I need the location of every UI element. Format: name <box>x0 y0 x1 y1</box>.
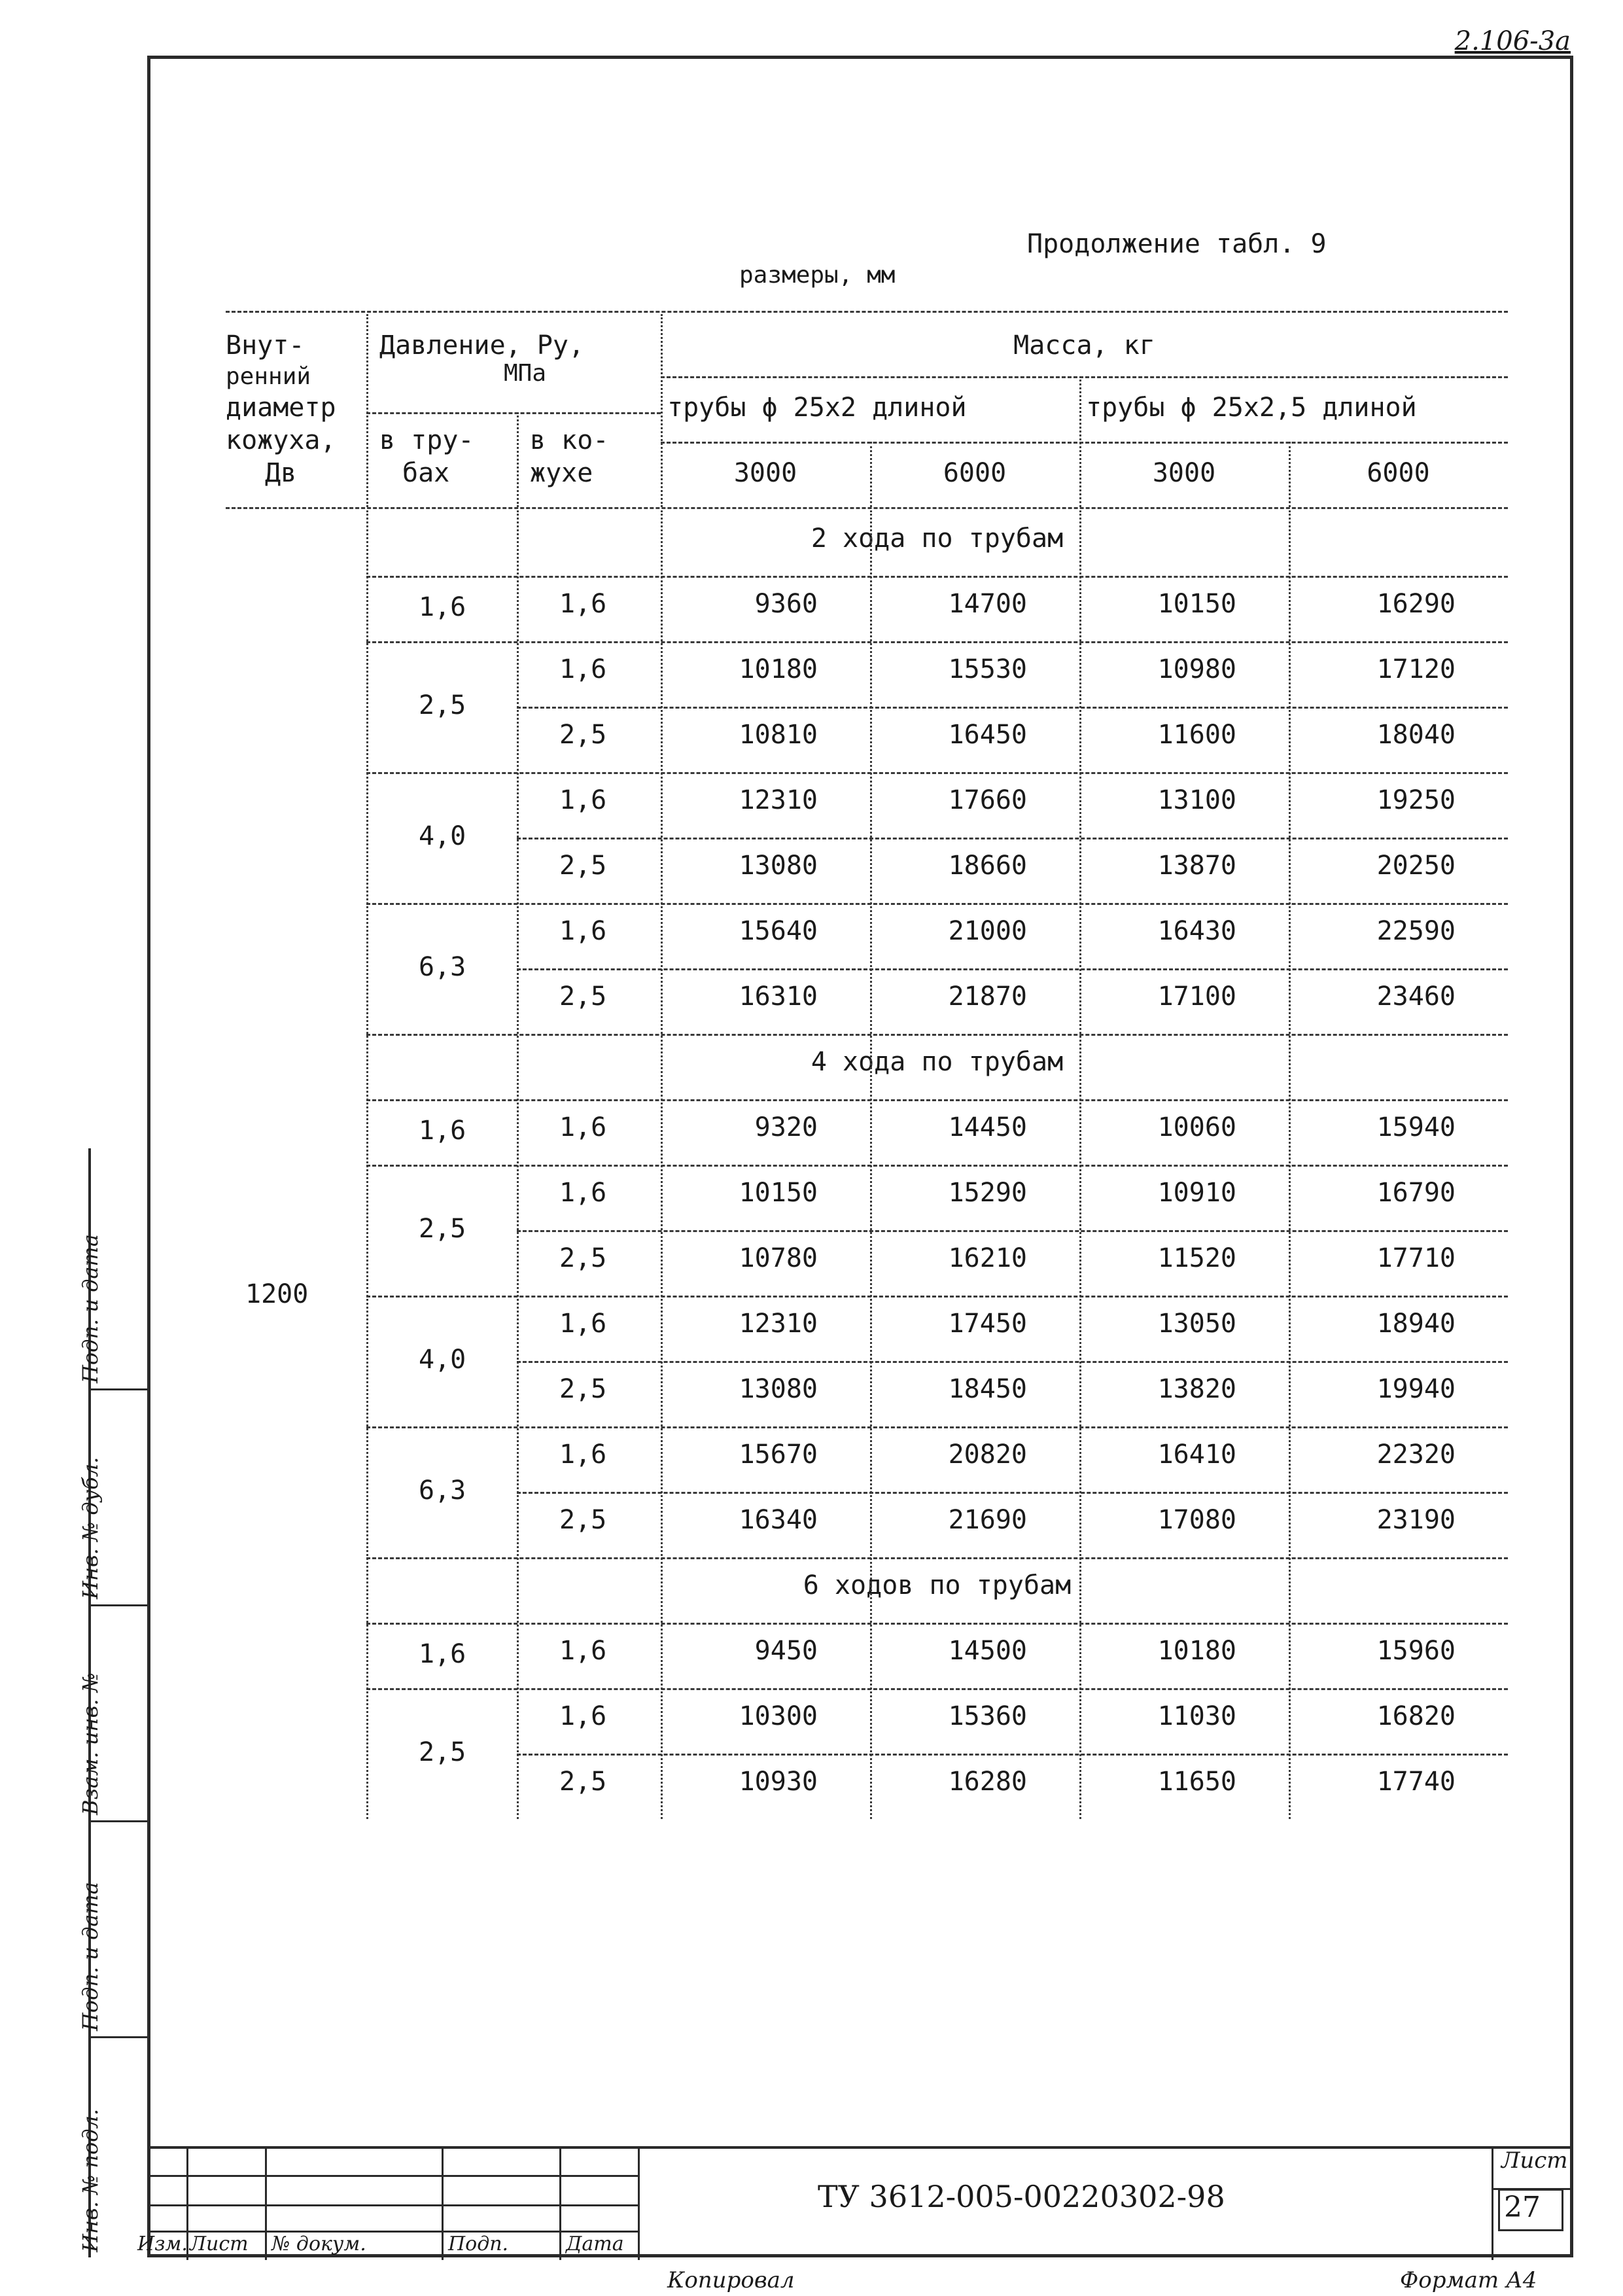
cell-mass: 10980 <box>1157 654 1236 684</box>
cell-mass: 19250 <box>1376 785 1456 815</box>
group-rule <box>366 1557 1508 1559</box>
row-rule <box>517 707 1508 709</box>
header-tube2: трубы ϕ 25х2,5 длиной <box>1086 393 1417 423</box>
body-vline <box>517 510 519 1819</box>
format-note: Формат А4 <box>1400 2267 1537 2293</box>
cell-mass: 17080 <box>1157 1505 1236 1535</box>
header-bottom-rule <box>226 507 1508 509</box>
body-vline <box>1289 510 1291 1819</box>
section-rule <box>366 576 1508 578</box>
cell-p-tubes: 2,5 <box>419 690 466 720</box>
cell-mass: 14700 <box>948 589 1027 619</box>
cell-mass: 17450 <box>948 1309 1027 1339</box>
cell-p-tubes: 1,6 <box>419 1116 466 1146</box>
cell-mass: 16790 <box>1376 1178 1456 1208</box>
group-rule <box>366 1034 1508 1036</box>
header-diameter-3: диаметр <box>226 393 336 423</box>
section-title: 2 хода по трубам <box>811 523 1064 554</box>
cell-mass: 17710 <box>1376 1243 1456 1273</box>
cell-p-tubes: 2,5 <box>419 1737 466 1767</box>
cell-mass: 18660 <box>948 851 1027 881</box>
body-vline <box>1079 510 1081 1819</box>
cell-mass: 13050 <box>1157 1309 1236 1339</box>
stamp-label-list: Лист <box>190 2233 249 2255</box>
cell-p-tubes: 4,0 <box>419 1345 466 1375</box>
cell-mass: 13080 <box>739 1374 818 1404</box>
cell-mass: 16210 <box>948 1243 1027 1273</box>
header-diameter-5: Дв <box>265 458 297 488</box>
cell-mass: 16340 <box>739 1505 818 1535</box>
sheet-label: Лист <box>1501 2147 1568 2174</box>
header-p-shell-1: в ко- <box>530 425 609 455</box>
cell-mass: 18040 <box>1376 720 1456 750</box>
cell-mass: 11030 <box>1157 1701 1236 1731</box>
diameter-value: 1200 <box>245 1279 309 1309</box>
cell-mass: 12310 <box>739 785 818 815</box>
cell-p-tubes: 1,6 <box>419 1639 466 1669</box>
group-rule <box>366 903 1508 905</box>
document-code: ТУ 3612-005-00220302-98 <box>818 2179 1225 2214</box>
cell-p-tubes: 6,3 <box>419 952 466 982</box>
strip-label-vzam-inv: Взам. инв. № <box>78 1672 103 1815</box>
cell-mass: 11600 <box>1157 720 1236 750</box>
cell-mass: 13080 <box>739 851 818 881</box>
group-rule <box>366 1688 1508 1690</box>
cell-mass: 11650 <box>1157 1767 1236 1797</box>
section-rule <box>366 1623 1508 1625</box>
section-title: 6 ходов по трубам <box>803 1570 1072 1600</box>
cell-mass: 10780 <box>739 1243 818 1273</box>
header-diameter-4: кожуха, <box>226 425 336 455</box>
cell-mass: 19940 <box>1376 1374 1456 1404</box>
strip-cell-podp-data <box>78 1822 150 2038</box>
header-length-3: 3000 <box>1152 458 1216 488</box>
cell-mass: 20820 <box>948 1439 1027 1470</box>
strip-cell-podp-data-2 <box>78 1148 150 1390</box>
row-rule <box>517 1754 1508 1756</box>
page-frame <box>147 56 1573 2257</box>
section-title: 4 хода по трубам <box>811 1047 1064 1077</box>
cell-mass: 15960 <box>1376 1636 1456 1666</box>
left-signature-strip <box>78 1148 150 2257</box>
group-rule <box>366 1426 1508 1428</box>
group-rule <box>366 641 1508 643</box>
row-rule <box>517 838 1508 839</box>
cell-mass: 10300 <box>739 1701 818 1731</box>
strip-cell-vzam-inv <box>78 1606 150 1822</box>
cell-mass: 10930 <box>739 1767 818 1797</box>
strip-label-podp-data: Подп. и дата <box>78 1882 103 2031</box>
cell-mass: 17100 <box>1157 981 1236 1012</box>
group-rule <box>366 1165 1508 1167</box>
header-pressure-unit: МПа <box>504 360 547 387</box>
header-length-rule <box>661 442 1508 444</box>
cell-mass: 10150 <box>1157 589 1236 619</box>
cell-mass: 13100 <box>1157 785 1236 815</box>
cell-mass: 21870 <box>948 981 1027 1012</box>
row-rule <box>517 1492 1508 1494</box>
header-diameter-1: Внут- <box>226 330 305 361</box>
header-p-tubes-1: в тру- <box>379 425 474 455</box>
body-vline <box>661 510 663 1819</box>
doc-code-top: 2.106-3a <box>1454 26 1571 56</box>
cell-mass: 17740 <box>1376 1767 1456 1797</box>
header-vline <box>1079 380 1081 507</box>
cell-mass: 15530 <box>948 654 1027 684</box>
cell-mass: 15940 <box>1376 1112 1456 1142</box>
cell-mass: 10150 <box>739 1178 818 1208</box>
cell-mass: 17660 <box>948 785 1027 815</box>
cell-mass: 16290 <box>1376 589 1456 619</box>
cell-mass: 18940 <box>1376 1309 1456 1339</box>
cell-mass: 17120 <box>1376 654 1456 684</box>
header-mass-rule <box>661 376 1508 378</box>
group-rule <box>366 1296 1508 1298</box>
dimensions-note: размеры, мм <box>739 262 896 289</box>
cell-mass: 20250 <box>1376 851 1456 881</box>
stamp-label-izm: Изм. <box>137 2233 188 2255</box>
cell-mass: 13820 <box>1157 1374 1236 1404</box>
cell-mass: 16450 <box>948 720 1027 750</box>
cell-mass: 11520 <box>1157 1243 1236 1273</box>
stamp-label-doc: № докум. <box>271 2233 366 2255</box>
cell-mass: 16280 <box>948 1767 1027 1797</box>
header-pressure-rule <box>366 412 661 414</box>
header-vline <box>661 314 663 507</box>
header-pressure: Давление, Ру, <box>379 330 585 361</box>
header-vline <box>517 412 519 507</box>
cell-mass: 14500 <box>948 1636 1027 1666</box>
header-vline <box>870 442 872 507</box>
cell-mass: 16310 <box>739 981 818 1012</box>
cell-p-tubes: 1,6 <box>419 592 466 622</box>
cell-mass: 9320 <box>754 1112 818 1142</box>
header-mass: Масса, кг <box>1013 330 1155 361</box>
table-continuation-title: Продолжение табл. 9 <box>1027 229 1327 259</box>
cell-p-tubes: 6,3 <box>419 1475 466 1506</box>
body-vline <box>870 510 872 1819</box>
sheet-number: 27 <box>1498 2189 1563 2231</box>
cell-mass: 13870 <box>1157 851 1236 881</box>
cell-mass: 15290 <box>948 1178 1027 1208</box>
cell-p-tubes: 2,5 <box>419 1214 466 1244</box>
copied-by-note: Копировал <box>667 2267 795 2293</box>
cell-mass: 10180 <box>1157 1636 1236 1666</box>
cell-mass: 14450 <box>948 1112 1027 1142</box>
group-rule <box>366 772 1508 774</box>
strip-cell-inv-dubl <box>78 1390 150 1606</box>
cell-mass: 16430 <box>1157 916 1236 946</box>
cell-p-tubes: 4,0 <box>419 821 466 851</box>
stamp-label-data: Дата <box>566 2233 624 2255</box>
header-p-tubes-2: бах <box>402 458 450 488</box>
stamp-label-podp: Подп. <box>448 2233 509 2255</box>
header-length-4: 6000 <box>1367 458 1430 488</box>
cell-mass: 12310 <box>739 1309 818 1339</box>
cell-mass: 16410 <box>1157 1439 1236 1470</box>
cell-mass: 23190 <box>1376 1505 1456 1535</box>
cell-mass: 22590 <box>1376 916 1456 946</box>
header-p-shell-2: жухе <box>530 458 593 488</box>
strip-label-podp-data-2: Подп. и дата <box>78 1234 103 1383</box>
header-diameter-2: ренний <box>226 363 311 390</box>
header-vline <box>1289 442 1291 507</box>
strip-label-inv-dubl: Инв. № дубл. <box>78 1457 103 1599</box>
cell-mass: 10180 <box>739 654 818 684</box>
cell-mass: 10060 <box>1157 1112 1236 1142</box>
strip-label-inv-podl: Инв. № подл. <box>78 2108 103 2252</box>
cell-mass: 21690 <box>948 1505 1027 1535</box>
cell-mass: 10910 <box>1157 1178 1236 1208</box>
row-rule <box>517 1361 1508 1363</box>
header-length-2: 6000 <box>943 458 1007 488</box>
cell-mass: 16820 <box>1376 1701 1456 1731</box>
table-top-rule <box>226 311 1508 313</box>
cell-mass: 9450 <box>754 1636 818 1666</box>
cell-mass: 23460 <box>1376 981 1456 1012</box>
header-length-1: 3000 <box>733 458 797 488</box>
header-vline <box>366 314 368 507</box>
cell-mass: 15670 <box>739 1439 818 1470</box>
cell-mass: 15640 <box>739 916 818 946</box>
strip-cell-inv-podl <box>78 2038 150 2257</box>
section-rule <box>366 1099 1508 1101</box>
row-rule <box>517 968 1508 970</box>
cell-mass: 22320 <box>1376 1439 1456 1470</box>
cell-mass: 15360 <box>948 1701 1027 1731</box>
cell-mass: 21000 <box>948 916 1027 946</box>
row-rule <box>517 1230 1508 1232</box>
body-vline <box>366 510 368 1819</box>
header-tube1: трубы ϕ 25х2 длиной <box>667 393 967 423</box>
cell-mass: 9360 <box>754 589 818 619</box>
cell-mass: 18450 <box>948 1374 1027 1404</box>
cell-mass: 10810 <box>739 720 818 750</box>
